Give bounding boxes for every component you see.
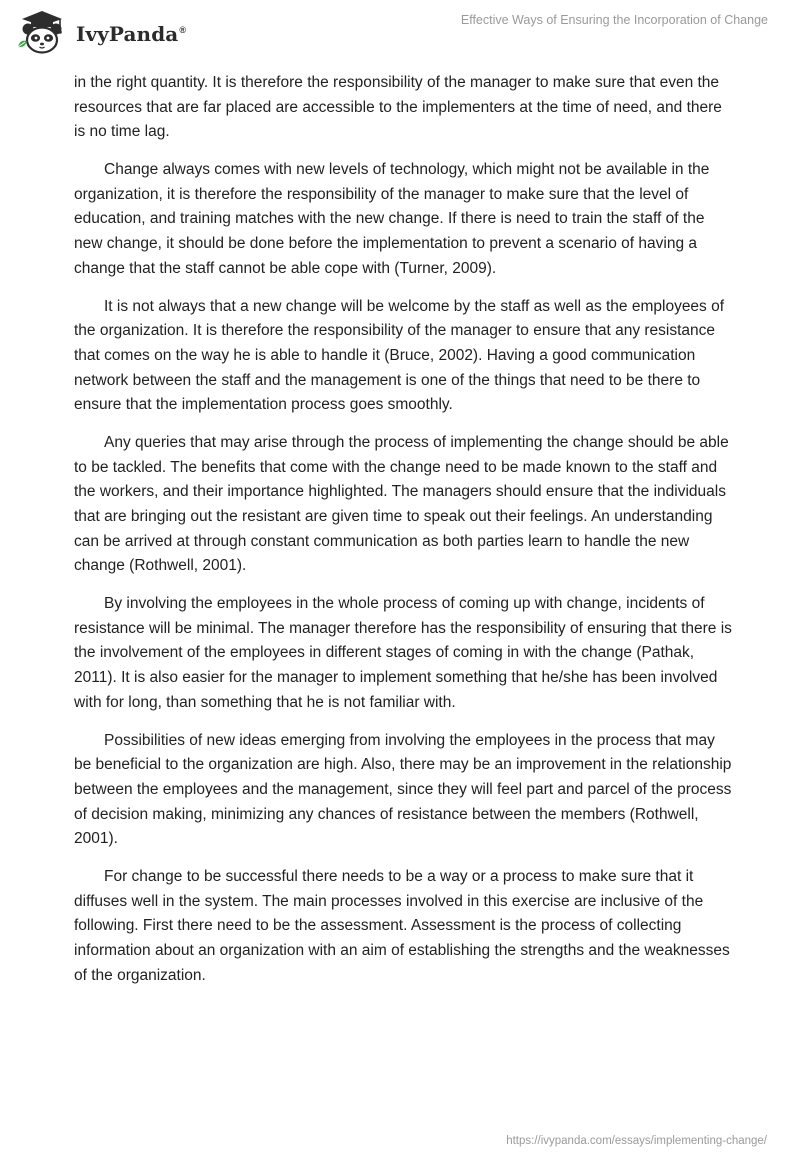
source-url-link[interactable]: https://ivypanda.com/essays/implementing-change/ (506, 1135, 767, 1147)
paragraph-6: Possibilities of new ideas emerging from involving the employees in the process that may be beneficial to the organization are high. Also, there may be an improvement in the relationship between the employees and the management, since they will feel part and parcel of the process of decision making, minimizing any chances of resistance between the members (Rothwell, 2001). (74, 731, 732, 848)
document-title: Effective Ways of Ensuring the Incorporation of Change (460, 13, 768, 27)
paragraph-1: in the right quantity. It is therefore the responsibility of the manager to make sure that even the resources that are far placed are accessible to the implementers at the time of need, and there is no time lag. (74, 74, 722, 141)
brand-logo[interactable] (14, 9, 186, 55)
paragraph-4: Any queries that may arise through the process of implementing the change should be able to be tackled. The benefits that come with the change need to be made known to the staff and the workers, and their importance highlighted. The managers should ensure that the individuals that are bringing out the resistant are given time to speak out their feelings. An understanding can be arrived at through constant communication as both parties learn to handle the new change (Rothwell, 2001). (74, 434, 729, 575)
paragraph-7: For change to be successful there needs to be a way or a process to make sure that it diffuses well in the system. The main processes involved in this exercise are inclusive of the following. First there need to be the assessment. Assessment is the process of collecting information about an organization with an aim of establishing the strengths and the weaknesses of the organization. (74, 868, 730, 984)
brand-name: IvyPanda® (76, 22, 187, 46)
registered-mark: ® (179, 25, 187, 36)
paragraph-2: Change always comes with new levels of technology, which might not be available in the organization, it is therefore the responsibility of the manager to make sure that the level of education, and training matches with the new change. If there is need to train the staff of the new change, it should be done before the implementation to prevent a scenario of having a change that the staff cannot be able cope with (Turner, 2009). (74, 161, 710, 277)
essay-body (74, 71, 734, 1002)
page-header (0, 0, 800, 62)
panda-graduate-icon (14, 9, 72, 55)
paragraph-3: It is not always that a new change will be welcome by the staff as well as the employees of the organization. It is therefore the responsibility of the manager to ensure that any resistance that comes on the way he is able to handle it (Bruce, 2002). Having a good communication network between the staff and the management is one of the things that need to be there to ensure that the implementation process goes smoothly. (74, 297, 725, 414)
paragraph-5: By involving the employees in the whole process of coming up with change, incidents of resistance will be minimal. The manager therefore has the responsibility of ensuring that there is the involvement of the employees in different stages of coming in with the change (Pathak, 2011). It is also easier for the manager to implement something that he/she has been involved with for long, than something that he is not familiar with. (74, 595, 732, 711)
